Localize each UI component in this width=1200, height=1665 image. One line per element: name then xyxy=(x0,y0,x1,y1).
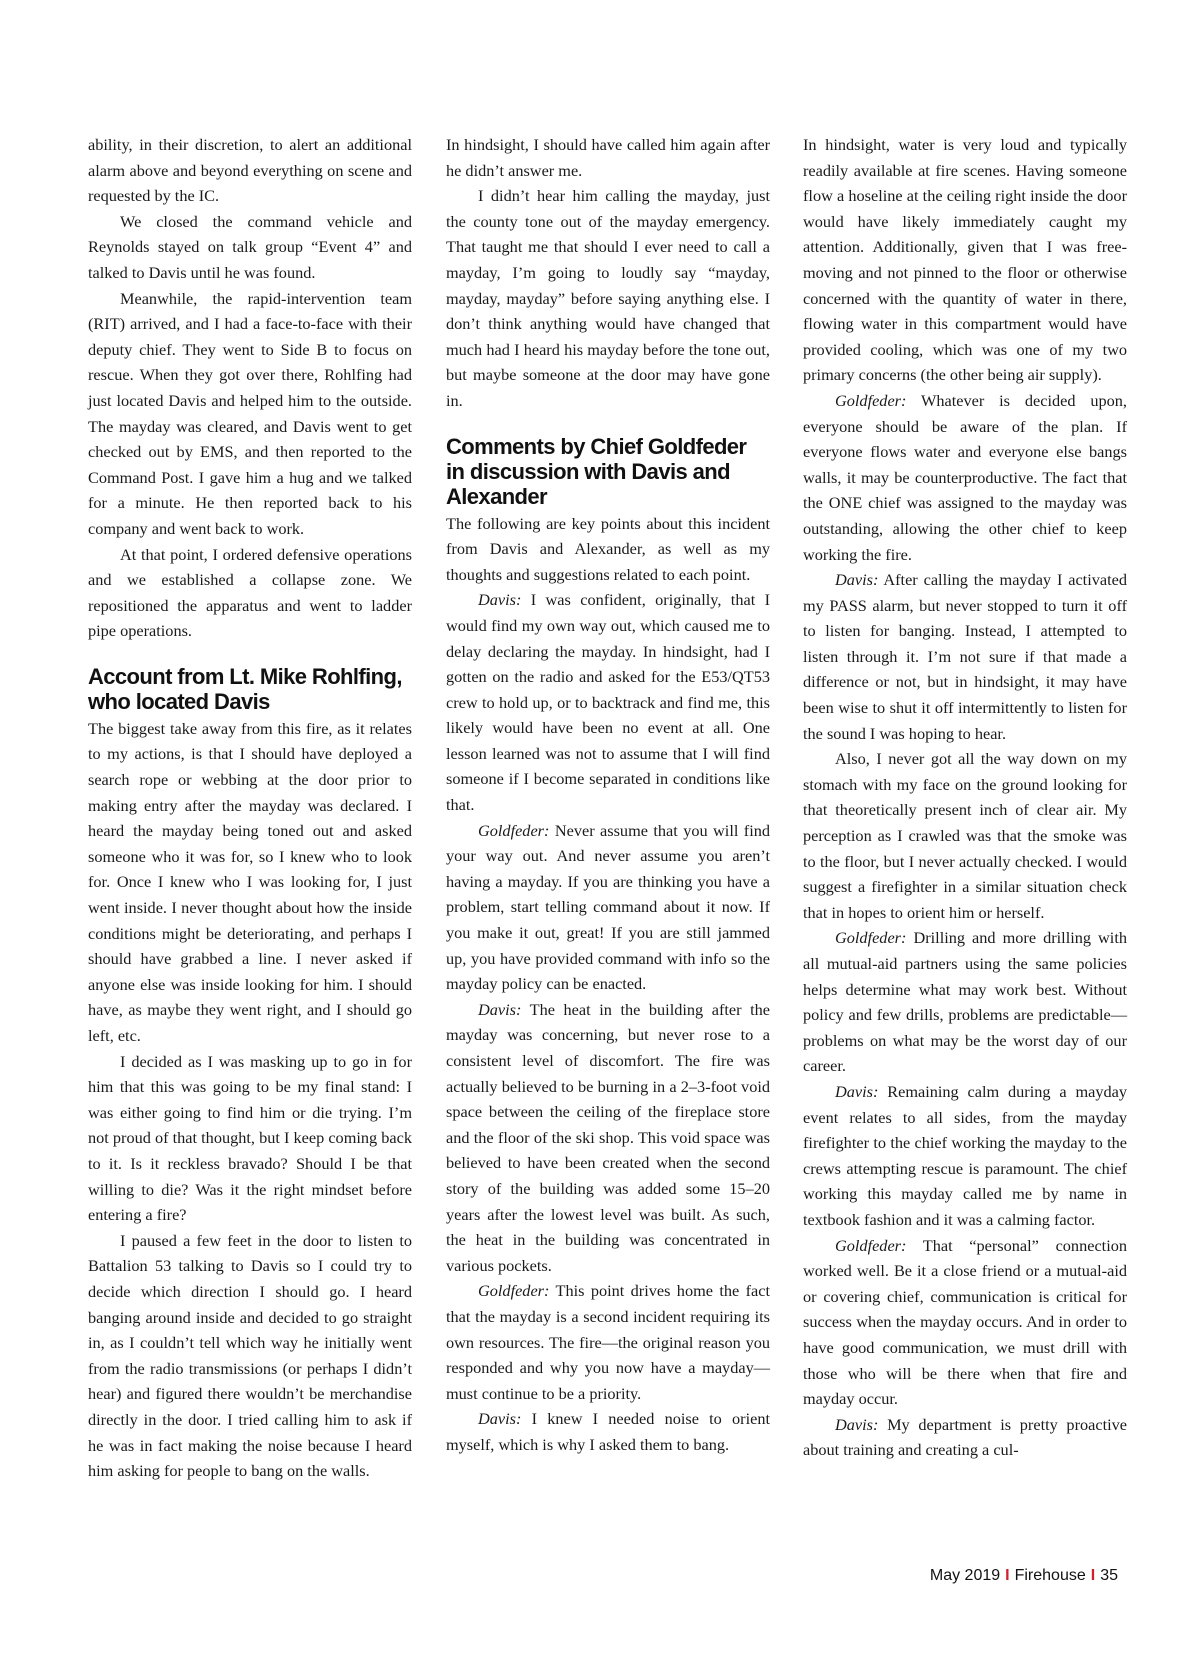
paragraph xyxy=(446,1278,770,1406)
footer-separator: I xyxy=(1005,1567,1010,1584)
paragraph: We closed the command vehicle and Reynolds stayed on talk group “Event 4” and talked to Davis until he was found. xyxy=(88,211,412,282)
paragraph xyxy=(446,587,770,817)
footer-separator: I xyxy=(1090,1567,1096,1584)
paragraph-text: Never assume that you will find your way out. And never assume you aren’t having a mayday. If you are thinking you have a problem, start telling command about it now. If you make it out, great! If you are still jammed up, you have provided command with info so the mayday policy can be enacted. xyxy=(446,820,770,994)
paragraph: The following are key points about this incident from Davis and Alexander, as well as my thoughts and suggestions related to each point. xyxy=(446,513,770,584)
page-number: 35 xyxy=(1100,1567,1118,1584)
paragraph xyxy=(803,567,1127,746)
article-column-1 xyxy=(88,132,412,1484)
paragraph: Meanwhile, the rapid-intervention team (RIT) arrived, and I had a face-to-face with their deputy chief. They went to Side B to focus on rescue. When they got over there, Rohlfing had just located Davis and helped him to the outside. The mayday was cleared, and Davis went to get checked out by EMS, and then reported to the Command Post. I gave him a hug and we talked for a minute. He then reported back to his company and went back to work. xyxy=(88,288,412,538)
paragraph xyxy=(803,1233,1127,1412)
paragraph: At that point, I ordered defensive operations and we established a collapse zone. We repositioned the apparatus and went to ladder pipe operations. xyxy=(88,544,412,641)
paragraph: In hindsight, I should have called him again after he didn’t answer me. xyxy=(446,135,770,180)
paragraph-text: I knew I needed noise to orient myself, which is why I asked them to bang. xyxy=(446,1409,770,1454)
article-column-2 xyxy=(446,132,770,1458)
paragraph-text: This point drives home the fact that the mayday is a second incident requiring its own resources. The fire—the original reason you responded and why you now have a mayday—must continue to be a priority. xyxy=(446,1281,770,1403)
paragraph-text: After calling the mayday I activated my PASS alarm, but never stopped to turn it off to listen for banging. Instead, I attempted to listen through it. I’m not sure if that made a difference or not, but in hindsight, it may have been wise to shut it off intermittently to listen for the sound I was hoping to hear. xyxy=(803,570,1127,743)
paragraph-text: That “personal” connection worked well. Be it a close friend or a mutual-aid or covering chief, communication is critical for success when the mayday occurs. And in order to have good communication, we must drill with those who will be there when that fire and mayday occur. xyxy=(803,1235,1127,1409)
paragraph xyxy=(446,818,770,997)
section-heading-rohlfing: Account from Lt. Mike Rohlfing, who located Davis xyxy=(88,663,402,714)
paragraph-text: Drilling and more drilling with all mutual-aid partners using the same policies helps determine what may work best. Without policy and few drills, problems are predictable—problems on what may be the worst day of our career. xyxy=(803,928,1127,1076)
paragraph xyxy=(803,388,1127,567)
paragraph-text: I was confident, originally, that I would find my own way out, which caused me to delay declaring the mayday. In hindsight, had I gotten on the radio and asked for the E53/QT53 crew to hold up, or to backtrack and find me, this likely would have been no event at all. One lesson learned was not to assume that I will find someone if I become separated in conditions like that. xyxy=(446,590,770,815)
speaker-label: Goldfeder: xyxy=(478,1281,550,1301)
speaker-label: Goldfeder: xyxy=(478,820,550,840)
paragraph xyxy=(803,1079,1127,1233)
paragraph: In hindsight, water is very loud and typically readily available at fire scenes. Having someone flow a hoseline at the ceiling right inside the door would have likely immediately caught my attention. Additionally, given that I was free-moving and not pinned to the floor or otherwise concerned with the quantity of water in there, flowing water in this compartment would have provided cooling, which was one of my two primary concerns (the other being air supply). xyxy=(803,135,1127,385)
paragraph-text: The heat in the building after the mayday was concerning, but never rose to a consistent level of discomfort. The fire was actually believed to be burning in a 2–3-foot void space between the ceiling of the fireplace store and the floor of the ski shop. This void space was believed to have been created when the second story of the building was added some 15–20 years after the lowest level was built. As such, the heat in the building was concentrated in various pockets. xyxy=(446,999,770,1275)
page-footer xyxy=(930,1567,1118,1585)
speaker-label: Davis: xyxy=(835,1081,879,1101)
speaker-label: Davis: xyxy=(835,1414,879,1434)
paragraph xyxy=(803,925,1127,1079)
paragraph xyxy=(446,1406,770,1457)
paragraph-text: Whatever is decided upon, everyone should be aware of the plan. If everyone flows water and everyone else bangs walls, it may be counterproductive. The fact that the ONE chief was assigned to the mayday was outstanding, allowing the other chief to keep working the fire. xyxy=(803,390,1127,564)
paragraph: Also, I never got all the way down on my stomach with my face on the ground looking for that theoretically present inch of clear air. My perception as I crawled was that the smoke was to the floor, but I never actually checked. I would suggest a firefighter in a similar situation check that in hopes to orient him or herself. xyxy=(803,749,1127,922)
paragraph: ability, in their discretion, to alert an additional alarm above and beyond everything on scene and requested by the IC. xyxy=(88,135,412,206)
paragraph-text: Remaining calm during a mayday event relates to all sides, from the mayday firefighter to the chief working the mayday to the crews attempting rescue is paramount. The chief working this mayday called me by name in textbook fashion and it was a calming factor. xyxy=(803,1081,1127,1229)
paragraph: I paused a few feet in the door to listen to Battalion 53 talking to Davis so I could try to decide which direction I should go. I heard banging around inside and decided to go straight in, as I couldn’t tell which way he initially went from the radio transmissions (or perhaps I didn’t hear) and figured there wouldn’t be merchandise directly in the door. I tried calling him to ask if he was in fact making the noise because I heard him asking for people to bang on the walls. xyxy=(88,1230,412,1481)
issue-date: May 2019 xyxy=(929,1567,1001,1584)
paragraph-text: My department is pretty proactive about training and creating a cul- xyxy=(803,1414,1127,1460)
article-column-3 xyxy=(803,132,1127,1463)
paragraph xyxy=(446,997,770,1279)
paragraph: The biggest take away from this fire, as it relates to my actions, is that I should have deployed a search rope or webbing at the door prior to making entry after the mayday was declared. I heard the mayday being toned out and asked someone who it was for, so I knew who to look for. Once I knew who I was looking for, I just went inside. I never thought about how the inside conditions might be deteriorating, and perhaps I should have grabbed a line. I never asked if anyone else was inside looking for him. I should have, as maybe they went right, and I should go left, etc. xyxy=(88,718,412,1045)
speaker-label: Davis: xyxy=(478,999,522,1019)
speaker-label: Davis: xyxy=(478,590,522,610)
magazine-name: Firehouse xyxy=(1014,1567,1086,1584)
speaker-label: Davis: xyxy=(478,1409,522,1429)
paragraph: I decided as I was masking up to go in for him that this was going to be my final stand: I was either going to find him or die trying. I’m not proud of that thought, but I keep coming back to it. Is it reckless bravado? Should I be that willing to die? Was it the right mindset before entering a fire? xyxy=(88,1051,412,1225)
paragraph: I didn’t hear him calling the mayday, just the county tone out of the mayday emergency. That taught me that should I ever need to call a mayday, I’m going to loudly say “mayday, mayday, mayday” before saying anything else. I don’t think anything would have changed that much had I heard his mayday before the tone out, but maybe someone at the door may have gone in. xyxy=(446,186,770,410)
section-heading-goldfeder: Comments by Chief Goldfeder in discussion with Davis and Alexander xyxy=(446,433,747,509)
speaker-label: Goldfeder: xyxy=(835,390,907,410)
speaker-label: Davis: xyxy=(835,570,879,590)
speaker-label: Goldfeder: xyxy=(835,1235,907,1255)
speaker-label: Goldfeder: xyxy=(835,928,907,948)
paragraph xyxy=(803,1412,1127,1463)
